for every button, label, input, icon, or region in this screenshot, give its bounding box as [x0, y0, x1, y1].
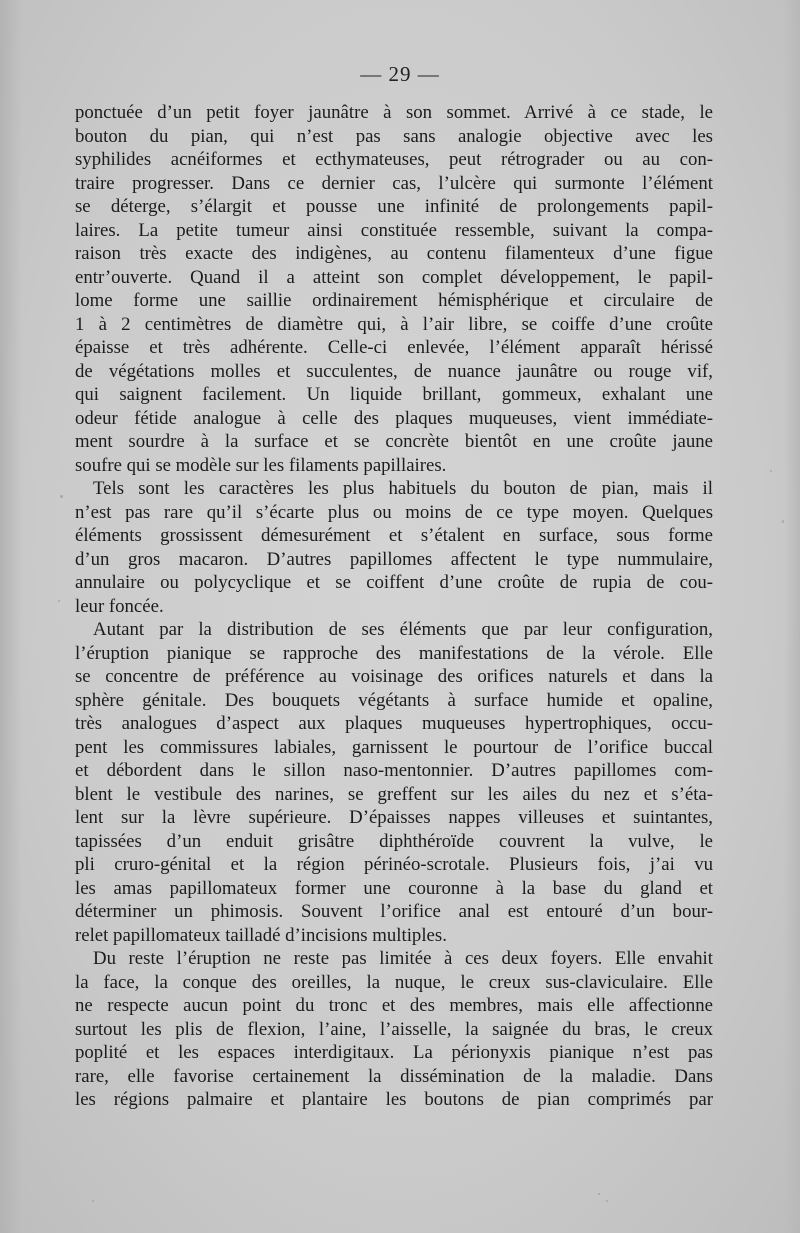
text-line: traire progresser. Dans ce dernier cas, l’ulcère qui surmonte l’élément	[75, 172, 713, 194]
text-line: ponctuée d’un petit foyer jaunâtre à son sommet. Arrivé à ce stade, le	[75, 102, 713, 123]
text-line: l’éruption pianique se rapproche des manifestations de la vérole. Elle	[75, 642, 713, 664]
text-line: qui saignent facilement. Un liquide brillant, gommeux, exhalant une	[75, 384, 713, 405]
text-line: Du reste l’éruption ne reste pas limitée à ces deux foyers. Elle envahit	[93, 948, 713, 969]
text-line: d’un gros macaron. D’autres papillomes affectent le type nummulaire,	[75, 548, 713, 570]
text-line: Autant par la distribution de ses éléments que par leur configuration,	[93, 619, 713, 640]
text-line: éléments grossissent démesurément et s’étalent en surface, sous forme	[75, 525, 713, 546]
text-line: leur foncée.	[75, 595, 164, 617]
text-line: odeur fétide analogue à celle des plaques muqueuses, vient immédiate-	[75, 407, 713, 429]
text-line: raison très exacte des indigènes, au contenu filamenteux d’une figue	[75, 243, 713, 264]
text-line: relet papillomateux tailladé d’incisions multiples.	[75, 924, 447, 946]
text-line: rare, elle favorise certainement la dissémination de la maladie. Dans	[75, 1065, 713, 1087]
paper-speck	[598, 1193, 600, 1195]
text-line: ment sourdre à la surface et se concrète bientôt en une croûte jaune	[75, 431, 713, 452]
paper-speck	[58, 600, 60, 602]
text-line: Tels sont les caractères les plus habituels du bouton de pian, mais il	[93, 478, 713, 499]
text-line: annulaire ou polycyclique et se coiffent d’une croûte de rupia de cou-	[75, 572, 713, 593]
paper-speck	[92, 1200, 94, 1202]
paper-speck	[770, 470, 772, 472]
text-line: se déterge, s’élargit et pousse une infinité de prolongements papil-	[75, 196, 713, 217]
text-line: les régions palmaire et plantaire les boutons de pian comprimés par	[75, 1089, 713, 1110]
page-edge-shadow-right	[784, 0, 800, 1233]
text-line: déterminer un phimosis. Souvent l’orifice anal est entouré d’un bour-	[75, 901, 713, 922]
text-line: la face, la conque des oreilles, la nuque, le creux sus-claviculaire. Elle	[75, 971, 713, 993]
text-line: et débordent dans le sillon naso-mentonnier. D’autres papillomes com-	[75, 760, 713, 781]
text-line: tapissées d’un enduit grisâtre diphthéroïde couvrent la vulve, le	[75, 830, 713, 852]
text-line: 1 à 2 centimètres de diamètre qui, à l’air libre, se coiffe d’une croûte	[75, 313, 713, 335]
text-line: bouton du pian, qui n’est pas sans analogie objective avec les	[75, 125, 713, 147]
text-line: surtout les plis de flexion, l’aine, l’aisselle, la saignée du bras, le creux	[75, 1018, 713, 1040]
text-line: sphère génitale. Des bouquets végétants à surface humide et opaline,	[75, 689, 713, 711]
page-number: — 29 —	[360, 62, 440, 86]
text-line: entr’ouverte. Quand il a atteint son complet développement, le papil-	[75, 266, 713, 288]
text-line: pent les commissures labiales, garnissent le pourtour de l’orifice buccal	[75, 736, 713, 758]
text-line: lome forme une saillie ordinairement hémisphérique et circulaire de	[75, 290, 713, 311]
text-line: épaisse et très adhérente. Celle-ci enlevée, l’élément apparaît hérissé	[75, 337, 713, 358]
paper-speck	[782, 520, 784, 523]
text-line: pli cruro-génital et la région périnéo-scrotale. Plusieurs fois, j’ai vu	[75, 854, 713, 875]
text-line: lent sur la lèvre supérieure. D’épaisses nappes villeuses et suintantes,	[75, 807, 713, 828]
text-line: syphilides acnéiformes et ecthymateuses, peut rétrograder ou au con-	[75, 149, 713, 170]
page-edge-shadow-left	[0, 0, 22, 1233]
text-line: laires. La petite tumeur ainsi constituée ressemble, suivant la compa-	[75, 219, 713, 241]
text-line: de végétations molles et succulentes, de nuance jaunâtre ou rouge vif,	[75, 360, 713, 382]
text-line: poplité et les espaces interdigitaux. La périonyxis pianique n’est pas	[75, 1042, 713, 1063]
text-line: n’est pas rare qu’il s’écarte plus ou moins de ce type moyen. Quelques	[75, 501, 713, 523]
paper-speck	[606, 1200, 608, 1202]
text-line: ne respecte aucun point du tronc et des membres, mais elle affectionne	[75, 995, 713, 1016]
text-line: blent le vestibule des narines, se greffent sur les ailes du nez et s’éta-	[75, 783, 713, 805]
text-line: les amas papillomateux former une couronne à la base du gland et	[75, 877, 713, 899]
body-text	[75, 101, 713, 1112]
text-line: très analogues d’aspect aux plaques muqueuses hypertrophiques, occu-	[75, 713, 713, 734]
text-line: se concentre de préférence au voisinage des orifices naturels et dans la	[75, 666, 713, 687]
paper-speck	[60, 495, 63, 498]
text-line: soufre qui se modèle sur les filaments papillaires.	[75, 454, 447, 476]
